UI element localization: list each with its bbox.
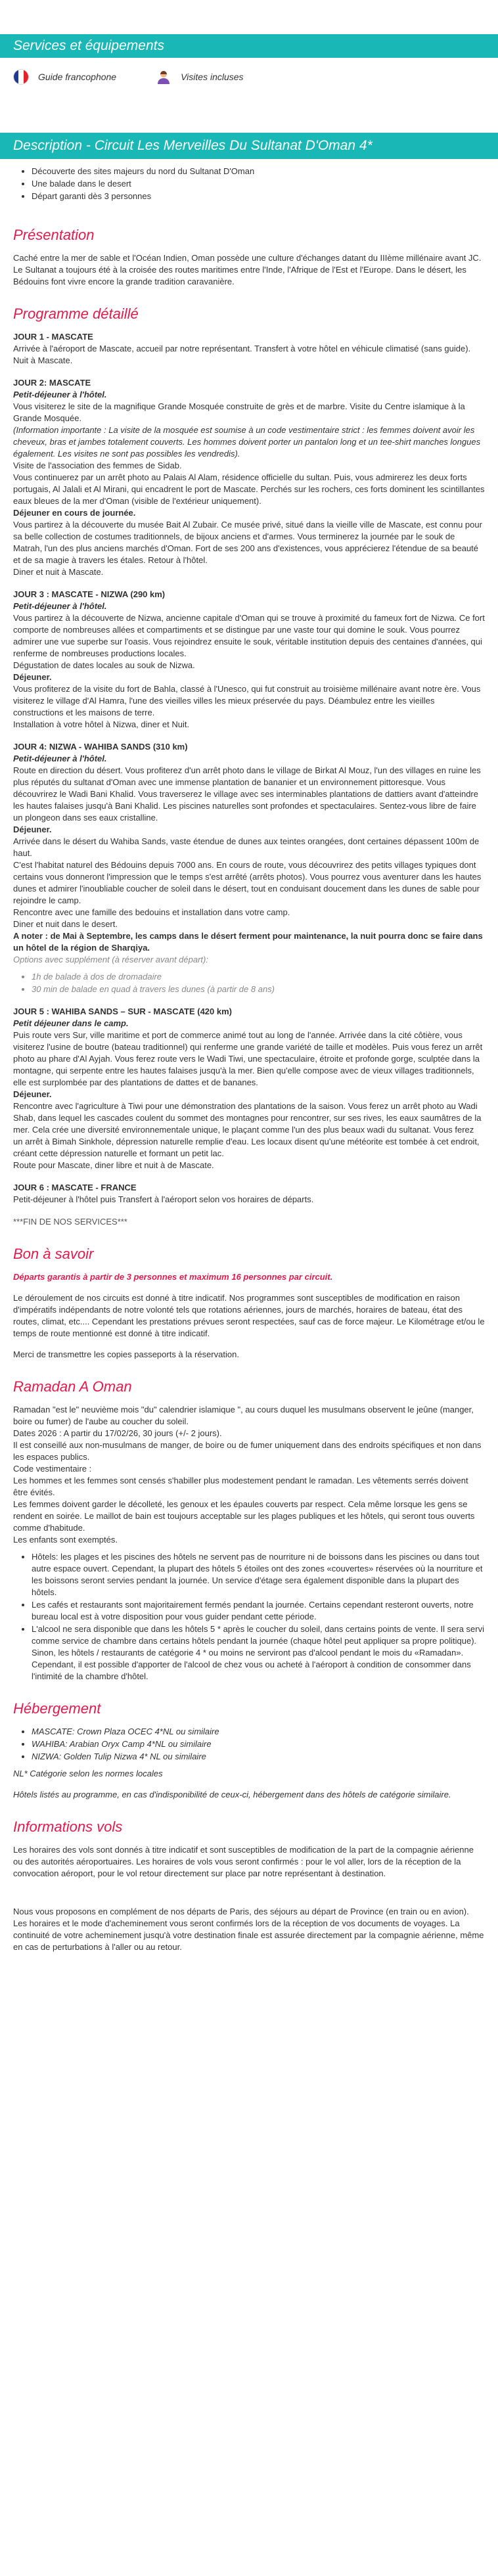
vols-heading: Informations vols <box>13 1819 123 1835</box>
day-text: Déjeuner en cours de journée. <box>13 508 136 518</box>
service-visits-label: Visites incluses <box>181 72 244 82</box>
day-title: JOUR 1 - MASCATE <box>13 332 93 342</box>
day-text: Petit déjeuner dans le camp. <box>13 1018 129 1028</box>
list-item: • L'alcool ne sera disponible que dans les hôtels 5 * après le coucher du soleil, dans certains points de vente. Il sera servi comme service de chambre dans certains hôtels pendant la journée (chaque hôtel peut appliquer sa propre politique). Sinon, les hôtels / restaurants de catégorie 4 * ou moins ne serviront pas d'alcool pendant le mois du «Ramadan». Cependant, il est possible d'apporter de l'alcool de chez vous ou acheté à l'aéroport à condition de consommer dans l'intimité de la chambre d'hôtel. <box>32 1623 485 1683</box>
presentation-heading: Présentation <box>13 227 95 243</box>
ramadan-text: Les femmes doivent garder le décolleté, les genoux et les épaules couverts par respect. Cela même lorsque les gens se rendent en soirée. Le maillot de bain est toujours acceptable sur les plages publiques et les hôtels, qui seront tous ouverts comme d'habitude. <box>13 1499 475 1533</box>
options-label: Options avec supplément (à réserver avant départ): <box>13 955 208 964</box>
service-guide-label: Guide francophone <box>38 72 117 82</box>
list-item: • NIZWA: Golden Tulip Nizwa 4* NL ou similaire <box>32 1751 485 1763</box>
hebergement-nl: NL* Catégorie selon les normes locales <box>13 1769 163 1778</box>
bon-text: Le déroulement de nos circuits est donné à titre indicatif. Nos programmes sont susceptibles de modification en raison d'impératifs indépendants de notre volonté tels que rotations aériennes, jours de marchés, horaires de bateau, état des routes, climat, etc.... Cependant les prestations prévues seront respectées, sauf cas de force majeur. Le Kilométrage et/ou le temps de route mentionné est donné à titre indicatif. <box>13 1293 485 1338</box>
day-text: Route en direction du désert. Vous profiterez d'un arrêt photo dans le village de Birkat Al Mouz, l'un des villages en ruine les plus réputés du sultanat d'Oman avec une immense plantation de bananier et un environnement pittoresque. Vous découvrirez le Wadi Bani Khalid. Vous traverserez le village avec ses interminables plantations de dattiers avant d'atteindre les hautes falaises jusqu'à Bani Khalid. Les piscines naturelles sont profondes et spectaculaires. Sentez-vous libre de faire un plongeon dans ses eaux cristalline. <box>13 765 481 823</box>
hotel-list <box>13 1726 485 1763</box>
list-item: • Départ garanti dès 3 personnes <box>32 191 485 202</box>
ramadan-text: Il est conseillé aux non-musulmans de manger, de boire ou de fumer uniquement dans des endroits spécifiques et non dans les espaces publics. <box>13 1440 482 1462</box>
day-text: Petit-déjeuner à l'hôtel puis Transfert à l'aéroport selon vos horaires de départs. <box>13 1194 314 1204</box>
ramadan-text: Ramadan "est le" neuvième mois "du" calendrier islamique ", au cours duquel les musulmans observent le jeûne (manger, boire ou fumer) de l'aube au coucher du soleil. <box>13 1405 474 1426</box>
list-item: • 30 min de balade en quad à travers les dunes (à partir de 8 ans) <box>32 983 485 995</box>
description-bullets <box>13 166 485 202</box>
day-text: Arrivée à l'aéroport de Mascate, accueil par notre représentant. Transfert à votre hôtel en véhicule climatisé (sans guide). <box>13 344 471 353</box>
list-item: • WAHIBA: Arabian Oryx Camp 4*NL ou similaire <box>32 1738 485 1750</box>
day-text: Déjeuner. <box>13 1089 52 1099</box>
day-text: Diner et nuit à Mascate. <box>13 567 104 577</box>
list-item: • Une balade dans le desert <box>32 178 485 190</box>
day-text: Puis route vers Sur, ville maritime et port de commerce animé tout au long de l'année. Arrivée dans la cité côtière, vous visiterez l'usine de boutre (bateau traditionnel) qui renferme une grande variété de taille et modèles. Puis vous ferez un arrêt photo au phare d'Al Ayjah. Vous ferez route vers le Wadi Tiwi, une spectaculaire, étroite et profonde gorge, sculptée dans la montagne, qui serpente entre les hautes falaises jusqu'à la mer. Bien qu'elle compose avec de vieux villages traditionnels, elle est surplombée par des plantations de dattes et de bananes. <box>13 1030 483 1087</box>
end-services: ***FIN DE NOS SERVICES*** <box>13 1217 127 1227</box>
day-text: Vous continuerez par un arrêt photo au Palais Al Alam, résidence officielle du sultan. Puis, vous admirerez les deux forts portugais, Al Jalali et Al Mirani, qui encadrent le port de Mascate. Perchés sur les rochers, ces forts dominent les scintillantes eaux bleues de la mer d'Oman (visible de l'extérieur uniquement). <box>13 472 485 506</box>
day-text: Visite de l'association des femmes de Sidab. <box>13 461 182 470</box>
day-text: Nuit à Mascate. <box>13 355 73 365</box>
day-text: Dégustation de dates locales au souk de Nizwa. <box>13 660 195 670</box>
day-title: JOUR 2: MASCATE <box>13 378 91 388</box>
day-text: Déjeuner. <box>13 672 52 682</box>
day-text: Vous profiterez de la visite du fort de Bahla, classé à l'Unesco, qui fut construit au troisième millénaire avant notre ère. Vous visiterez le village d'Al Hamra, l'une des vieilles villes les mieux préservée du pays. Déambulez entre les vieilles constructions et les maisons de terre. <box>13 684 481 717</box>
description-header: Description - Circuit Les Merveilles Du Sultanat D'Oman 4* <box>0 133 498 159</box>
day-text: Petit-déjeuner à l'hôtel. <box>13 754 107 763</box>
day-title: JOUR 5 : WAHIBA SANDS – SUR - MASCATE (420 km) <box>13 1006 232 1016</box>
list-item: • Découverte des sites majeurs du nord du Sultanat D'Oman <box>32 166 485 177</box>
ramadan-text: Les enfants sont exemptés. <box>13 1535 118 1545</box>
day-text: Rencontre avec l'agriculture à Tiwi pour une démonstration des plantations de la saison. Vous ferez un arrêt photo au Wadi Shab, dans lequel les cascades coulent du sommet des montagnes pour rencontrer, sur ses rives, les eaux saumâtres de la mer. Cela crée une diversité environnementale unique, le plaçant comme l'un des plus beaux wadi du sultanat. Vous ferez un arrêt à Bimah Sinkhole, dépression naturelle remplie d'eau. Les locaux disent qu'une météorite est tombée à cet endroit, créant cette dépression naturelle et formant un petit lac. <box>13 1101 482 1158</box>
day-text: Route pour Mascate, diner libre et nuit à de Mascate. <box>13 1160 214 1170</box>
ramadan-text: Dates 2026 : A partir du 17/02/26, 30 jours (+/- 2 jours). <box>13 1428 222 1438</box>
day-text: C'est l'habitat naturel des Bédouins depuis 7000 ans. En cours de route, vous découvrirez des petits villages typiques dont certains vous donneront l'impression que le temps s'est arrêté (arrêts photos). Vous pourrez vous aventurer dans les hautes dunes et admirer l'inoubliable coucher de soleil dans le désert, tout en conduisant doucement dans les dunes de sable pour rejoindre le camp. <box>13 860 482 905</box>
vols-text: Les horaires des vols sont donnés à titre indicatif et sont susceptibles de modification de la part de la compagnie aérienne ou des autorités aéroportuaires. Les horaires de vols vous seront confirmés : pour le vol aller, lors de la réception de la convocation aéroport, pour le vol retour directement sur place par notre représentant à destination. <box>13 1845 474 1878</box>
day-info: (Information importante : La visite de la mosquée est soumise à un code vestimentaire strict : les femmes doivent avoir les cheveux, bras et jambes totalement couverts. Les hommes doivent porter un pantalon long et un tee-shirt manches longues également. Les visites ne sont pas possibles les vendredis). <box>13 425 481 459</box>
ramadan-bullets <box>13 1551 485 1683</box>
list-item: • MASCATE: Crown Plaza OCEC 4*NL ou similaire <box>32 1726 485 1738</box>
person-icon <box>156 70 171 84</box>
day-text: Vous partirez à la découverte du musée Bait Al Zubair. Ce musée privé, situé dans la vieille ville de Mascate, est connu pour sa belle collection de costumes traditionnels, de bijoux anciens et d'armes. Vous terminerez la journée par le souk de Matrah, l'un des plus anciens marchés d'Oman. Fort de ses 200 ans d'existences, vous apprécierez l'étendue de sa beauté et de sa magie à travers les étales. Retour à l'hôtel. <box>13 520 482 565</box>
service-visits <box>156 70 243 84</box>
day-text: Vous partirez à la découverte de Nizwa, ancienne capitale d'Oman qui se trouve à proximité du fameux fort de Nizwa. Ce fort comporte de nombreuses allées et compartiments et se distingue par une vaste tour qui domine le souk. Vous pourrez admirer une vue superbe sur l'oasis. Vous rejoindrez ensuite le souk, véritable institution depuis des centaines d'années, qui renferme de nombreuses productions locales. <box>13 613 485 658</box>
french-flag-icon <box>13 69 29 85</box>
presentation-text: Caché entre la mer de sable et l'Océan Indien, Oman possède une culture d'échanges datant du IIIème millénaire avant JC. Le Sultanat a toujours été à la croisée des routes maritimes entre l'Inde, l'Afrique de l'Est et l'Europe. Dans le désert, les Bédouins font vivre encore la grande tradition caravanière. <box>13 253 482 286</box>
options-list <box>13 971 485 995</box>
hebergement-heading: Hébergement <box>13 1700 101 1717</box>
list-item: • Les cafés et restaurants sont majoritairement fermés pendant la journée. Certains cependant resteront ouverts, notre bureau local est à votre disposition pour vous guider pendant cette période. <box>32 1599 485 1623</box>
day-note: A noter : de Mai à Septembre, les camps dans le désert ferment pour maintenance, la nuit pourra donc se faire dans un hôtel de la région de Sharqiya. <box>13 931 483 953</box>
bon-text: Merci de transmettre les copies passeports à la réservation. <box>13 1349 239 1359</box>
day-text: Diner et nuit dans le desert. <box>13 919 118 929</box>
ramadan-text: Code vestimentaire : <box>13 1464 92 1474</box>
day-text: Petit-déjeuner à l'hôtel. <box>13 390 107 399</box>
day-title: JOUR 3 : MASCATE - NIZWA (290 km) <box>13 589 166 599</box>
guarantee-text: Départs garantis à partir de 3 personnes et maximum 16 personnes par circuit. <box>13 1272 333 1282</box>
day-text: Installation à votre hôtel à Nizwa, diner et Nuit. <box>13 719 190 729</box>
day-text: Arrivée dans le désert du Wahiba Sands, vaste étendue de dunes aux teintes orangées, dont certaines dépassent 100m de haut. <box>13 836 480 858</box>
day-text: Déjeuner. <box>13 825 52 834</box>
day-title: JOUR 6 : MASCATE - FRANCE <box>13 1183 137 1192</box>
service-guide <box>13 69 116 85</box>
day-text: Petit-déjeuner à l'hôtel. <box>13 601 107 611</box>
list-item: • Hôtels: les plages et les piscines des hôtels ne servent pas de nourriture ni de boissons dans les piscines ou dans tout autre espace ouvert. Cependant, la plupart des hôtels 5 étoiles ont des zones «couvertes» réservées où la nourriture et les boissons seront servies pendant la journée. Un service d'étage sera également disponible dans la plupart des hôtels. <box>32 1551 485 1598</box>
list-item: • 1h de balade à dos de dromadaire <box>32 971 485 983</box>
day-text: Rencontre avec une famille des bedouins et installation dans votre camp. <box>13 907 290 917</box>
hebergement-note: Hôtels listés au programme, en cas d'indisponibilité de ceux-ci, hébergement dans des hôtels de catégorie similaire. <box>13 1790 451 1799</box>
ramadan-heading: Ramadan A Oman <box>13 1378 132 1395</box>
services-list <box>13 67 244 87</box>
vols-text: Nous vous proposons en complément de nos départs de Paris, des séjours au départ de Province (en train ou en avion). Les horaires et le mode d'acheminement vous seront confirmés lors de la réception de vos documents de voyages. La continuité de votre acheminement jusqu'à votre destination finale est assurée directement par la compagnie aérienne, même en cas de perturbations à l'aller ou au retour. <box>13 1907 484 1952</box>
bon-heading: Bon à savoir <box>13 1246 94 1262</box>
program-heading: Programme détaillé <box>13 305 139 322</box>
services-header: Services et équipements <box>0 34 498 58</box>
day-text: Vous visiterez le site de la magnifique Grande Mosquée construite de grès et de marbre. Visite du Centre islamique à la Grande Mosquée. <box>13 401 465 423</box>
ramadan-text: Les hommes et les femmes sont censés s'habiller plus modestement pendant le ramadan. Les vêtements serrés doivent être évités. <box>13 1476 468 1497</box>
main-content <box>13 163 485 1958</box>
day-title: JOUR 4: NIZWA - WAHIBA SANDS (310 km) <box>13 742 188 752</box>
